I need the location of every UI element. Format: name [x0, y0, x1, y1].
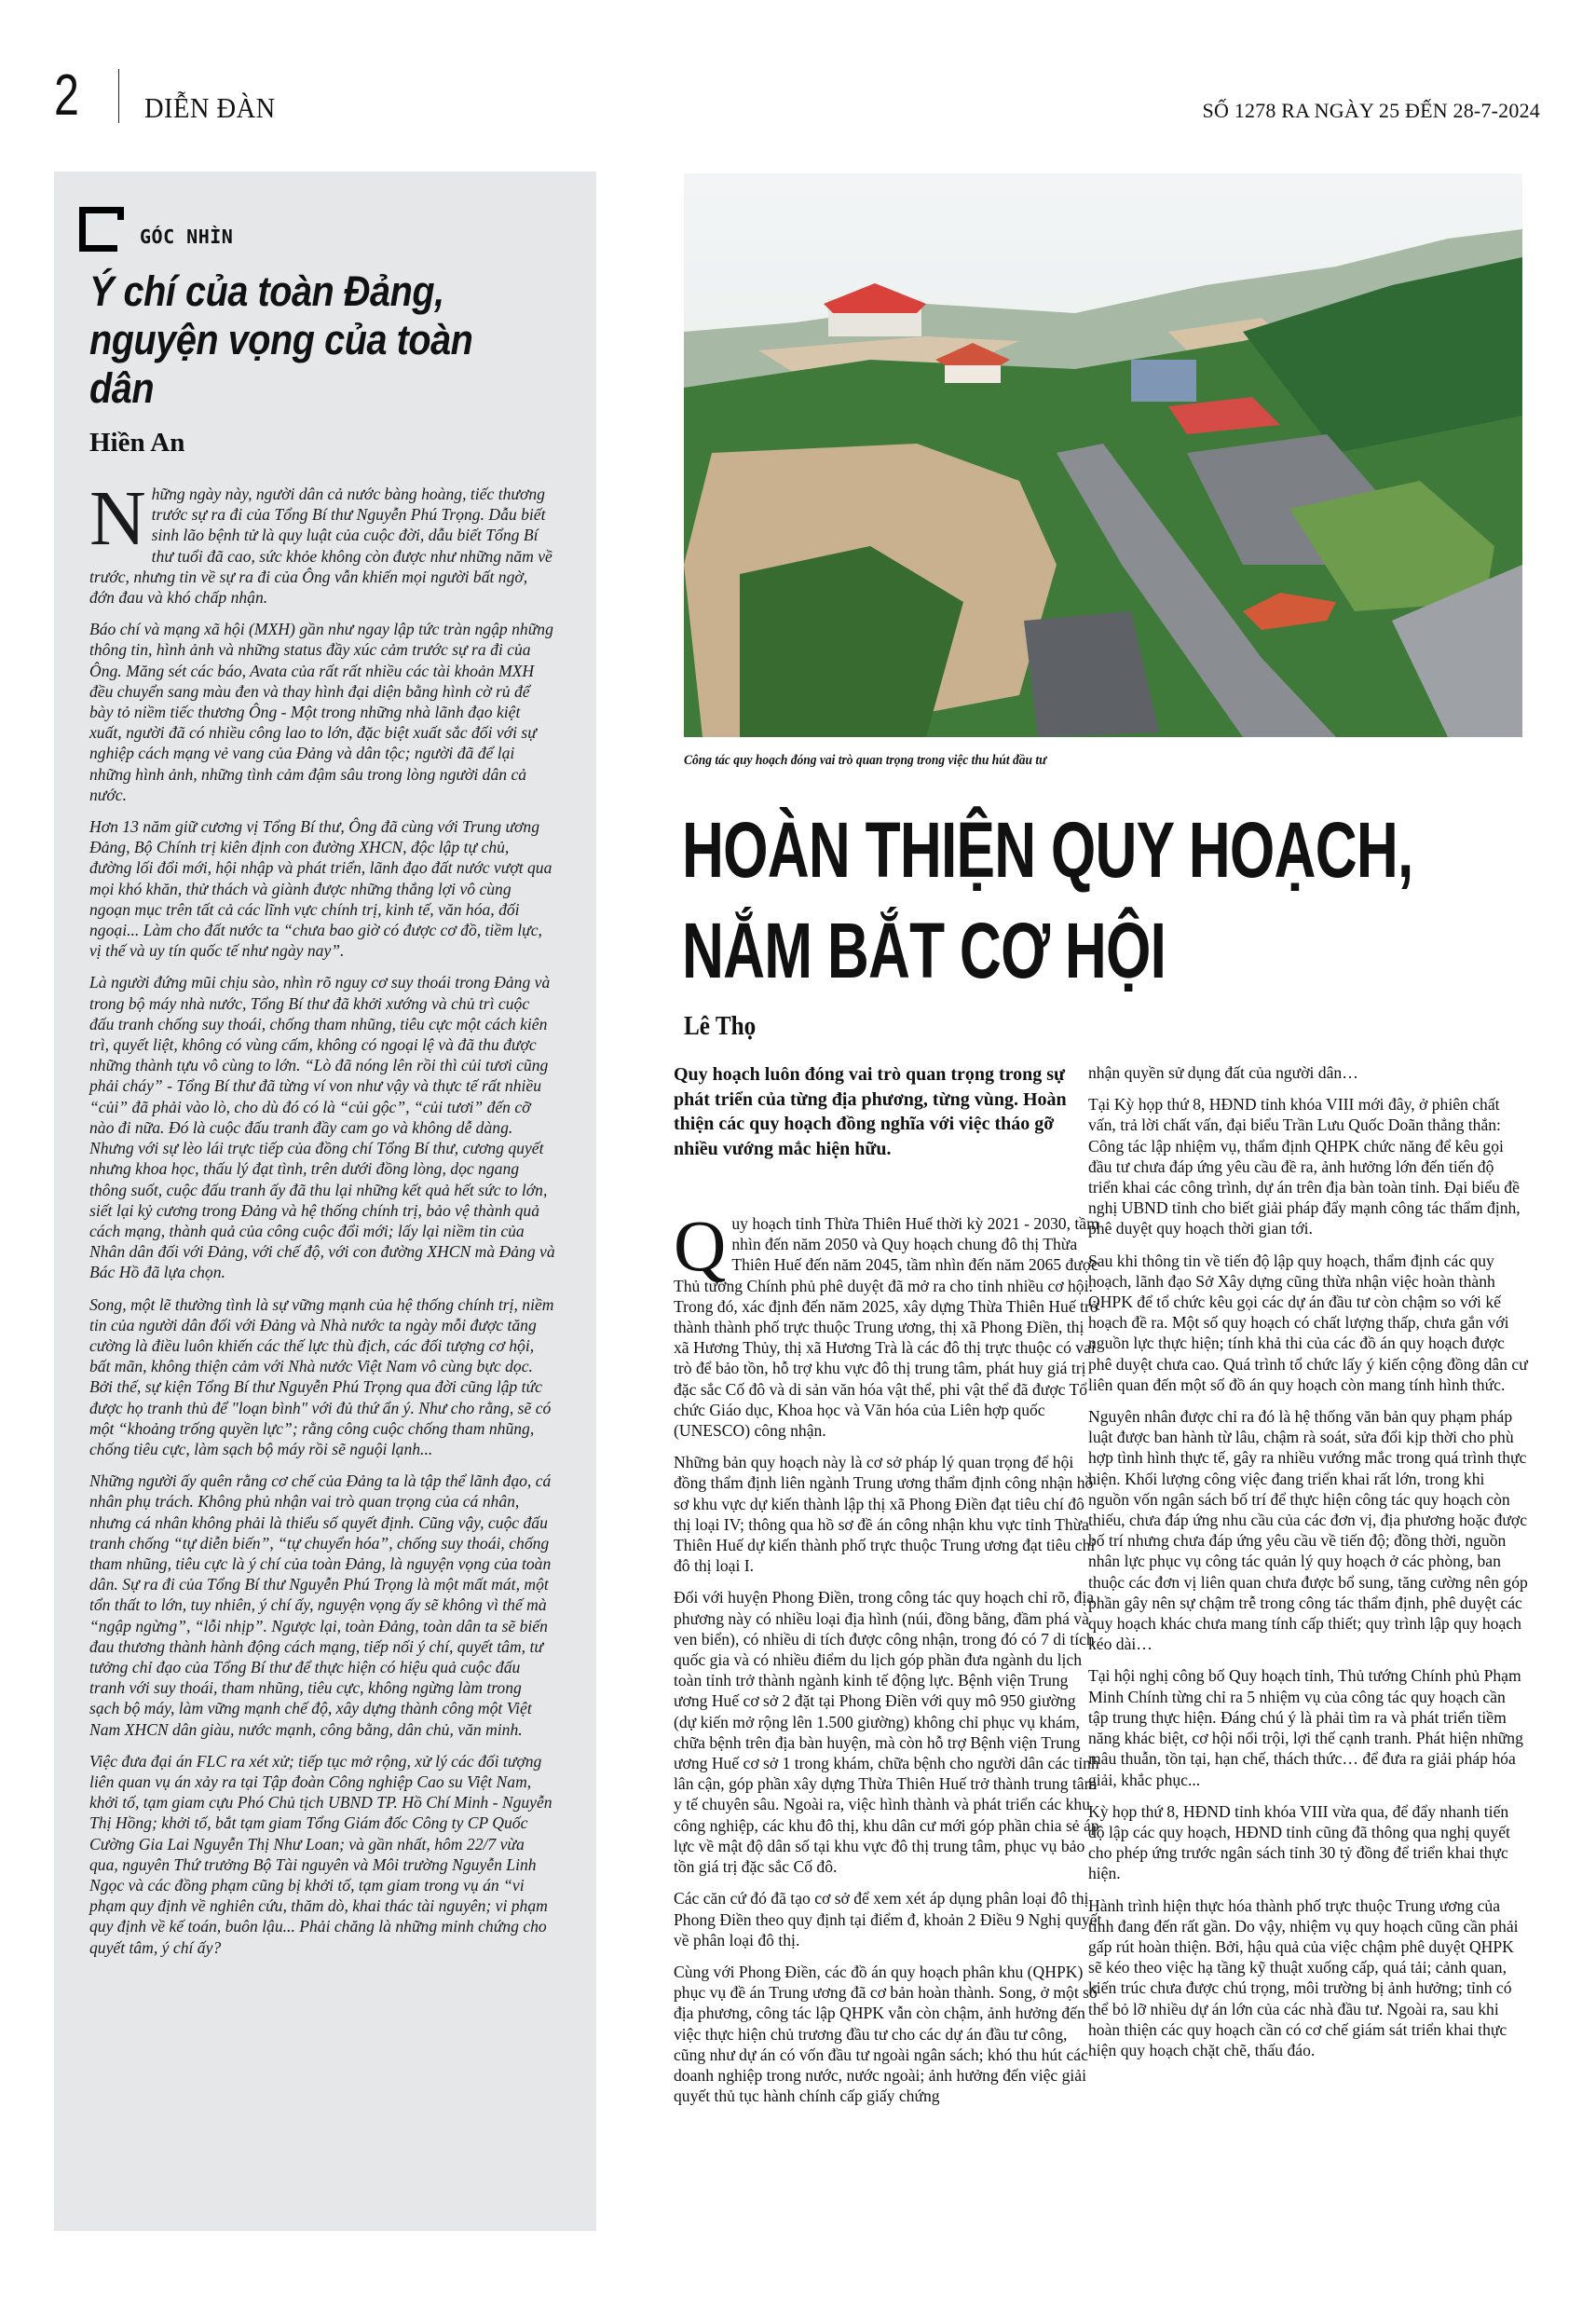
aerial-temple-photo: [684, 173, 1522, 737]
article-paragraph: Nguyên nhân được chỉ ra đó là hệ thống văn bản quy phạm pháp luật được ban hành từ lâu, chậm rà soát, sửa đổi kịp thời cho phù hợp tình hình thực tế, gây ra nhiều vướng mắc trong quá trình thực hiện. Khối lượng công việc đang triển khai rất lớn, trong khi nguồn vốn ngân sách bố trí để thực hiện công tác quy hoạch còn thiếu, chưa đáp ứng nhu cầu của các đơn vị, địa phương hoặc được bố trí nhưng chưa đáp ứng yêu cầu về tiến độ; đồng thời, nguồn nhân lực phục vụ công tác quản lý quy hoạch ở các phòng, ban thuộc các đơn vị liên quan chưa được bổ sung, tăng cường nên góp phần gây nên sự chậm trễ trong công tác thẩm định, phê duyệt các quy hoạch khác chưa mang tính cấp thiết; quy trình lập quy hoạch kéo dài…: [1088, 1407, 1528, 1654]
dropcap: N: [89, 475, 146, 562]
article-paragraph: Những bản quy hoạch này là cơ sở pháp lý quan trọng để hội đồng thẩm định liên ngành Trung ương thẩm định công nhận hồ sơ khu vực dự kiến thành lập thị xã Phong Điền đạt tiêu chí đô thị loại IV; thông qua hồ sơ đề án công nhận khu vực tỉnh Thừa Thiên Huế dự kiến thành phố trực thuộc Trung ương đạt tiêu chí đô thị loại I.: [674, 1453, 1096, 1576]
headline-line-2: NẮM BẮT CƠ HỘI: [682, 907, 1166, 994]
article-paragraph: nhận quyền sử dụng đất của người dân…: [1088, 1063, 1358, 1082]
article-paragraph: Đối với huyện Phong Điền, trong công tác quy hoạch chỉ rõ, địa phương này có nhiều loại địa hình (núi, đồng bằng, đầm phá và ven biển), có nhiều di tích được công nhận, trong đó có 7 di tích quốc gia và có nhiều điểm du lịch góp phần đưa ngành du lịch toàn tỉnh trở thành ngành kinh tế động lực. Bệnh viện Trung ương Huế cơ sở 2 đặt tại Phong Điền với quy mô 950 giường (dự kiến mở rộng lên 1.500 giường) không chỉ phục vụ khám, chữa bệnh trên địa bàn huyện, mà còn hỗ trợ Bệnh viện Trung ương Huế cơ sở 1 trong khám, chữa bệnh cho người dân các tỉnh lân cận, góp phần xây dựng Thừa Thiên Huế trở thành trung tâm y tế chuyên sâu. Ngoài ra, việc hình thành và phát triển các khu công nghiệp, các khu đô thị, khu dân cư mới góp phần chia sẻ áp lực về mật độ dân số tại khu vực đô thị trung tâm, phục vụ bảo tồn giá trị đặc sắc Cố đô.: [674, 1588, 1099, 1877]
opinion-title: Ý chí của toàn Đảng, nguyện vọng của toàn dân: [89, 267, 473, 412]
header-divider: [118, 69, 119, 123]
opinion-author: Hiền An: [89, 428, 185, 458]
article-column-left: [629, 1062, 1102, 2117]
opinion-paragraph: Báo chí và mạng xã hội (MXH) gần như ngay lập tức tràn ngập những thông tin, hình ảnh và những status đầy xúc cảm trước sự ra đi của Ông. Măng sét các báo, Avata của rất rất nhiều các tài khoản MXH đều chuyển sang màu đen và thay hình đại diện bằng hình cờ rủ để bày tỏ niềm tiếc thương Ông - Một trong những nhà lãnh đạo kiệt xuất, người đã có nhiều công lao to lớn, đặc biệt xuất sắc đối với sự nghiệp cách mạng vẻ vang của Đảng và dân tộc; người đã để lại những hình ảnh, những tình cảm đậm sâu trong lòng người dân cả nước.: [89, 620, 553, 804]
article-paragraph: Cùng với Phong Điền, các đồ án quy hoạch phân khu (QHPK) phục vụ đề án Trung ương đã cơ bản hoàn thành. Song, ở một số địa phương, công tác lập QHPK vẫn còn chậm, ảnh hưởng đến việc thực hiện chủ trương đầu tư cho các dự án đầu tư công, cũng như dự án có vốn đầu tư ngoài ngân sách; khó thu hút các doanh nghiệp trong nước, nước ngoài; ảnh hưởng đến việc giải quyết thủ tục hành chính cấp giấy chứng: [674, 1962, 1098, 2106]
opinion-sidebar: [54, 171, 596, 2231]
column-label: GÓC NHÌN: [140, 226, 234, 248]
opinion-paragraph: Những ngày này, người dân cả nước bàng hoàng, tiếc thương trước sự ra đi của Tổng Bí thư Nguyễn Phú Trọng. Dẫu biết sinh lão bệnh tử là quy luật của cuộc đời, dẫu biết Tổng Bí thư tuổi đã cao, sức khỏe không còn được như những năm về trước, nhưng tin về sự ra đi của Ông vẫn khiến mọi người bất ngờ, đớn đau và khó chấp nhận.: [89, 475, 552, 608]
opinion-paragraph: Song, một lẽ thường tình là sự vững mạnh của hệ thống chính trị, niềm tin của người dân đối với Đảng và Nhà nước ta ngày mỗi được tăng cường là điều luôn khiến các thế lực thù địch, các đối tượng cơ hội, bất mãn, không thiện cảm với Nhà nước Việt Nam vô cùng bực dọc. Bởi thế, sự kiện Tổng Bí thư Nguyễn Phú Trọng qua đời cũng lập tức được họ tranh thủ để "loạn bình" với đủ thứ ẩn ý. Như cho rằng, sẽ có một “khoảng trống quyền lực”; rằng công cuộc chống tham nhũng, chống tiêu cực, làm sạch bộ máy rồi sẽ nguội lạnh...: [89, 1294, 554, 1458]
section-name: DIỄN ĐÀN: [144, 91, 276, 124]
opinion-paragraph: Những người ấy quên rằng cơ chế của Đảng ta là tập thể lãnh đạo, cá nhân phụ trách. Không phủ nhận vai trò quan trọng của cá nhân, nhưng cá nhân không phải là thiểu số quyết định. Cũng vậy, cuộc đấu tranh chống “tự diễn biến”, “tự chuyển hóa”, chống suy thoái, chống tham nhũng, tiêu cực là ý chí của toàn Đảng, là nguyện vọng của toàn dân. Sự ra đi của Tổng Bí thư Nguyễn Phú Trọng là một mất mát, một tổn thất to lớn, tuy nhiên, ý chí ấy, nguyện vọng ấy sẽ không vì thế mà “ngập ngừng”, “lỗi nhịp”. Ngược lại, toàn Đảng, toàn dân ta sẽ biến đau thương thành hành động cách mạng, tiếp nối ý chí, quyết tâm, tư tưởng chỉ đạo của Tổng Bí thư để thực hiện có hiệu quả cuộc đấu tranh với suy thoái, tham nhũng, tiêu cực, không ngừng làm trong sạch bộ máy, làm vững mạnh chế độ, xây dựng thành công một Việt Nam XHCN dân giàu, nước mạnh, công bằng, dân chủ, văn minh.: [89, 1471, 552, 1739]
article-paragraph: Các căn cứ đó đã tạo cơ sở để xem xét áp dụng phân loại đô thị Phong Điền theo quy định tại điểm đ, khoản 2 Điều 9 Nghị quyết về phân loại đô thị.: [674, 1889, 1102, 1949]
headline-line-1: HOÀN THIỆN QUY HOẠCH,: [682, 806, 1413, 894]
article-paragraph: Quy hoạch tỉnh Thừa Thiên Huế thời kỳ 2021 - 2030, tầm nhìn đến năm 2050 và Quy hoạch chung đô thị Thừa Thiên Huế đến năm 2045, tầm nhìn đến năm 2065 được Thủ tướng Chính phủ phê duyệt đã mở ra cho tỉnh nhiều cơ hội. Trong đó, xác định đến năm 2025, xây dựng Thừa Thiên Huế trở thành thành phố trực thuộc Trung ương, thị xã Phong Điền, thị xã Hương Thủy, thị xã Hương Trà là các đô thị trực thuộc có vai trò để bảo tồn, hỗ trợ khu vực đô thị trung tâm, phát huy giá trị đặc sắc Cố đô và di sản văn hóa vật thể, phi vật thể đã được Tổ chức Giáo dục, Khoa học và Văn hóa của Liên hợp quốc (UNESCO) công nhận.: [674, 1205, 1099, 1441]
opinion-paragraph: Việc đưa đại án FLC ra xét xử; tiếp tục mở rộng, xử lý các đối tượng liên quan vụ án xảy ra tại Tập đoàn Công nghiệp Cao su Việt Nam, khởi tố, tạm giam cựu Phó Chủ tịch UBND TP. Hồ Chí Minh - Nguyễn Thị Hồng; khởi tố, bắt tạm giam Tổng Giám đốc Công ty CP Quốc Cường Gia Lai Nguyễn Thị Như Loan; và gần nhất, hôm 22/7 vừa qua, nguyên Thứ trưởng Bộ Tài nguyên và Môi trường Nguyễn Linh Ngọc và các đồng phạm cũng bị khởi tố, tạm giam trong vụ án “vi phạm quy định về nghiên cứu, thăm dò, khai thác tài nguyên; vi phạm quy định về kế toán, buôn lậu... Phải chăng là những minh chứng cho quyết tâm, ý chí ấy?: [89, 1751, 552, 1957]
article-paragraph: Sau khi thông tin về tiến độ lập quy hoạch, thẩm định các quy hoạch, lãnh đạo Sở Xây dựng cũng thừa nhận việc hoàn thành QHPK để tổ chức kêu gọi các dự án đầu tư còn chậm so với kế hoạch đề ra. Một số quy hoạch có chất lượng thấp, chưa gắn với nguồn lực thực hiện; tính khả thi của các đồ án quy hoạch được phê duyệt chưa cao. Quá trình tổ chức lấy ý kiến cộng đồng dân cư liên quan đến một số đồ án quy hoạch còn mang tính hình thức.: [1088, 1251, 1528, 1394]
issue-info: SỐ 1278 RA NGÀY 25 ĐẾN 28-7-2024: [1202, 99, 1540, 122]
article-paragraph: Hành trình hiện thực hóa thành phố trực thuộc Trung ương của tỉnh đang đến rất gần. Do vậy, nhiệm vụ quy hoạch cũng cần phải gấp rút hoàn thiện. Bởi, hậu quả của việc chậm phê duyệt QHPK sẽ kéo theo việc hạ tầng kỹ thuật xuống cấp, quá tải; cảnh quan, kiến trúc chưa được chú trọng, môi trường bị ảnh hưởng; tỉnh có thể bỏ lỡ nhiều dự án lớn của các nhà đầu tư. Ngoài ra, sau khi hoàn thiện các quy hoạch cần có cơ chế giám sát triển khai thực hiện quy hoạch chặt chẽ, thấu đáo.: [1088, 1895, 1519, 2059]
opinion-paragraph: Hơn 13 năm giữ cương vị Tổng Bí thư, Ông đã cùng với Trung ương Đảng, Bộ Chính trị kiên định con đường XHCN, độc lập tự chủ, đường lối đổi mới, hội nhập và phát triển, lãnh đạo đất nước vượt qua mọi khó khăn, thử thách và giành được những thắng lợi vô cùng ngoạn mục trên tất cả các lĩnh vực chính trị, kinh tế, văn hóa, đối ngoại... Làm cho đất nước ta “chưa bao giờ có được cơ đồ, tiềm lực, vị thế và uy tín quốc tế như ngày nay”.: [89, 817, 552, 961]
article-photo: [684, 173, 1522, 737]
article-paragraph: Tại hội nghị công bố Quy hoạch tỉnh, Thủ tướng Chính phủ Phạm Minh Chính từng chỉ ra 5 nhiệm vụ của công tác quy hoạch cần tập trung thực hiện. Đáng chú ý là phải tìm ra và phát triển tiềm năng khác biệt, cơ hội nổi trội, lợi thế cạnh tranh. Phát hiện những mâu thuẫn, tồn tại, hạn chế, thách thức… để đưa ra giải pháp hóa giải, khắc phục...: [1088, 1666, 1523, 1789]
photo-caption: Công tác quy hoạch đóng vai trò quan trọng trong việc thu hút đầu tư: [684, 753, 1047, 768]
article-paragraph: Tại Kỳ họp thứ 8, HĐND tỉnh khóa VIII mới đây, ở phiên chất vấn, trả lời chất vấn, đại biểu Trần Lưu Quốc Doãn thẳng thắn: Công tác lập nhiệm vụ, thẩm định QHPK chức năng để kêu gọi đầu tư chưa đáp ứng yêu cầu đề ra, ảnh hưởng lớn đến tiến độ triển khai các công trình, dự án trên địa bàn toàn tỉnh. Đại biểu đề nghị UBND tỉnh cho biết giải pháp đẩy mạnh công tác thẩm định, phê duyệt quy hoạch thời gian tới.: [1088, 1095, 1521, 1238]
page-number: 2: [54, 63, 79, 128]
opinion-body: [89, 475, 555, 1969]
dropcap: Q: [674, 1205, 727, 1286]
article-headline: [682, 800, 1413, 1001]
article-paragraph: Kỳ họp thứ 8, HĐND tỉnh khóa VIII vừa qua, để đẩy nhanh tiến độ lập các quy hoạch, HĐND tỉnh cũng đã thông qua nghị quyết cho phép ứng trước ngân sách tỉnh 30 tỷ đồng để triển khai thực hiện.: [1088, 1801, 1510, 1883]
article-column-right: [1088, 1062, 1528, 2072]
opinion-paragraph: Là người đứng mũi chịu sào, nhìn rõ nguy cơ suy thoái trong Đảng và trong bộ máy nhà nước, Tổng Bí thư đã khởi xướng và chủ trì cuộc đấu tranh chống suy thoái, chống tham nhũng, tiêu cực một cách kiên trì, quyết liệt, không có vùng cấm, không có ngoại lệ và đã thu được những thành tựu vô cùng to lớn. “Lò đã nóng lên rồi thì củi tươi cũng phải cháy” - Tổng Bí thư đã từng ví von như vậy và thực tế rất nhiều “củi” đã phải vào lò, cho dù đó có là “củi gộc”, “củi tươi” đến cỡ nào đi nữa. Đó là cuộc đấu tranh đầy cam go và không dễ dàng. Nhưng với sự lèo lái trực tiếp của đồng chí Tổng Bí thư, cương quyết nhưng khoa học, thấu lý đạt tình, trên dưới đồng lòng, dọc ngang thông suốt, cuộc đấu tranh ấy đã thu lại những kết quả hết sức to lớn, siết lại kỷ cương trong Đảng và hệ thống chính trị, bảo vệ thành quả cách mạng, thành quả của công cuộc đổi mới; lấy lại niềm tin của Nhân dân đối với Đảng, với chế độ, với con đường XHCN mà Đảng và Bác Hồ đã lựa chọn.: [89, 973, 555, 1282]
corner-bracket-icon: [79, 207, 117, 252]
article-sapo: Quy hoạch luôn đóng vai trò quan trọng trong sự phát triển của từng địa phương, từng vùng. Hoàn thiện các quy hoạch đồng nghĩa với việc tháo gỡ nhiều vướng mắc hiện hữu.: [674, 1064, 1067, 1159]
article-author: Lê Thọ: [684, 1012, 757, 1041]
